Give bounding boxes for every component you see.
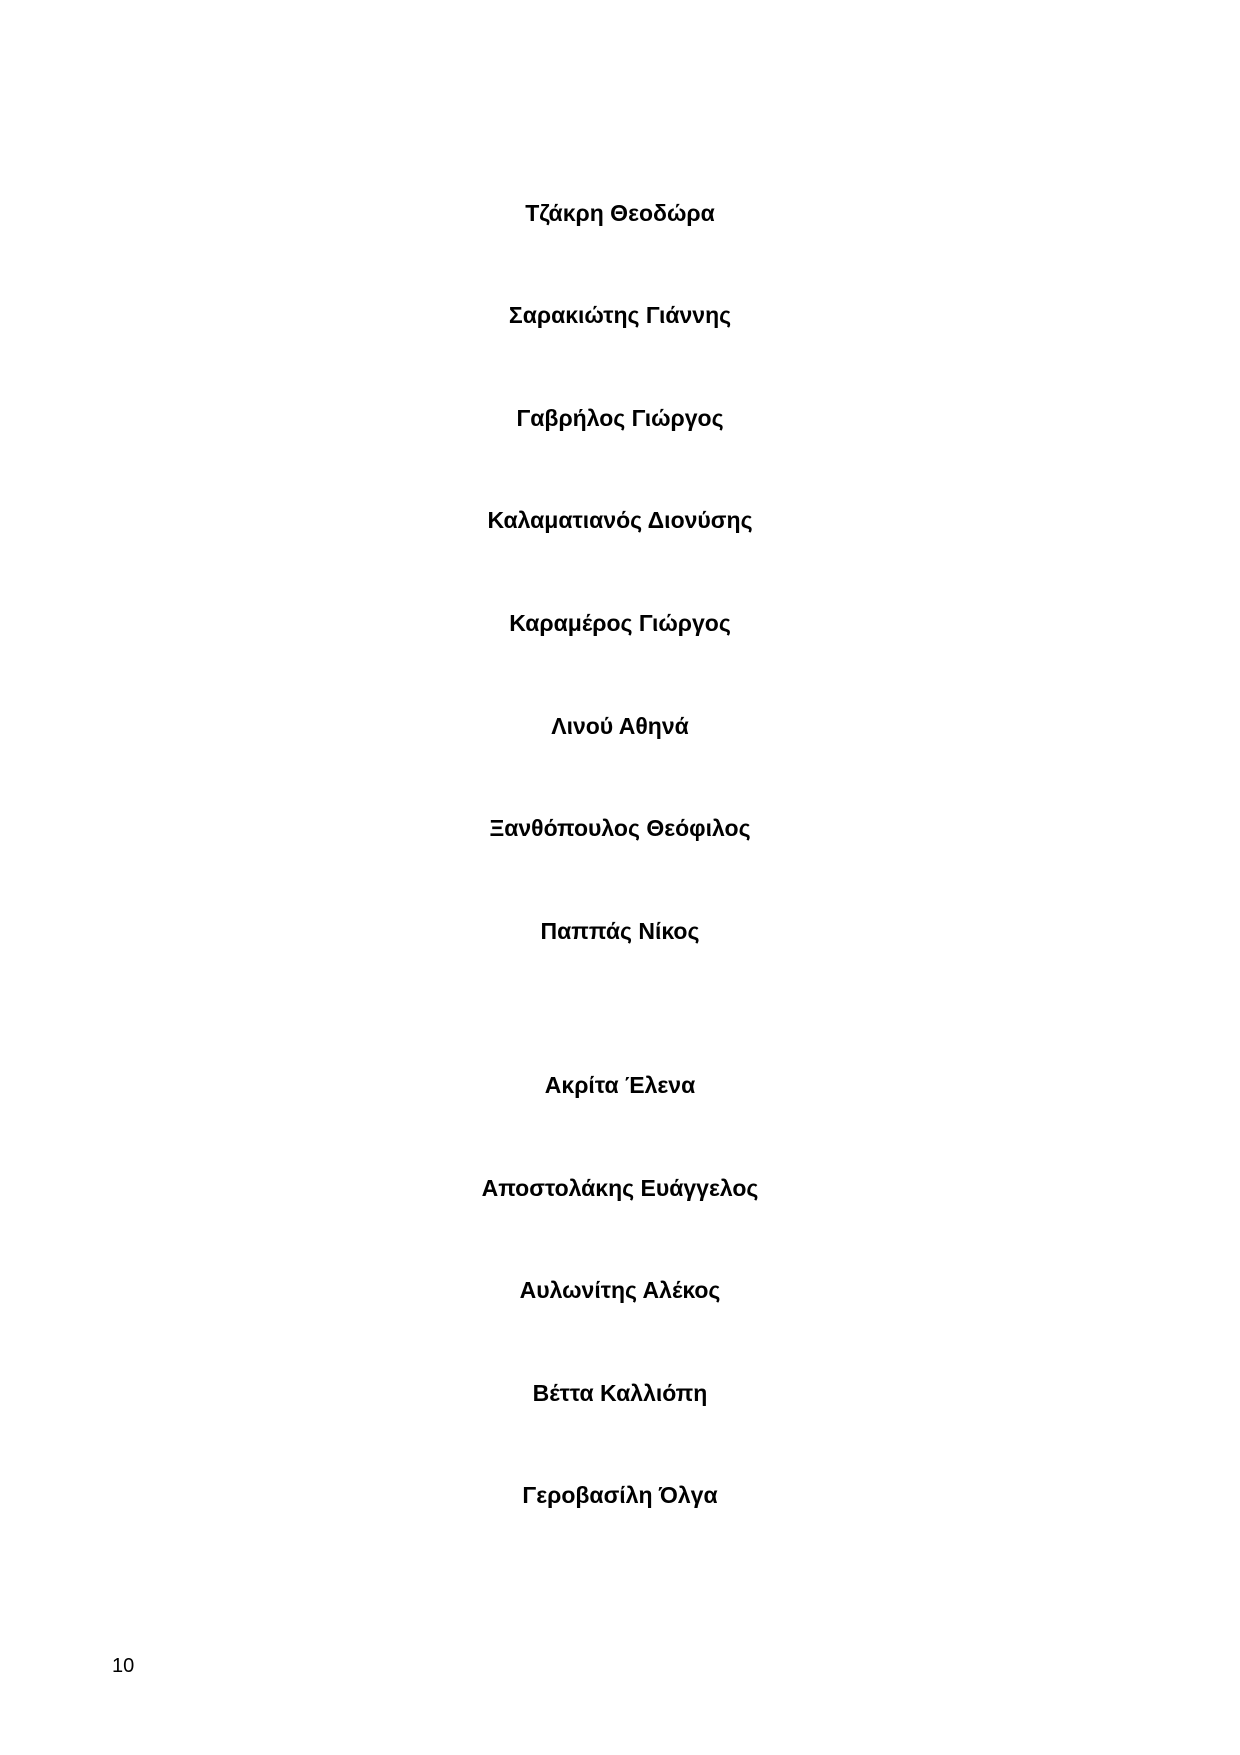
name-entry: Καλαματιανός Διονύσης — [487, 507, 753, 533]
name-entry: Λινού Αθηνά — [551, 713, 689, 739]
name-entry: Γεροβασίλη Όλγα — [522, 1482, 718, 1508]
name-entry: Παππάς Νίκος — [540, 918, 700, 944]
name-entry: Ξανθόπουλος Θεόφιλος — [489, 815, 751, 841]
name-entry: Ακρίτα Έλενα — [544, 1072, 696, 1098]
page-number: 10 — [112, 1655, 135, 1677]
name-entry: Σαρακιώτης Γιάννης — [508, 302, 732, 328]
name-entry: Καραμέρος Γιώργος — [509, 610, 731, 636]
name-entry: Αποστολάκης Ευάγγελος — [481, 1175, 759, 1201]
name-entry: Βέττα Καλλιόπη — [532, 1380, 708, 1406]
name-entry: Αυλωνίτης Αλέκος — [519, 1277, 721, 1303]
name-entry: Τζάκρη Θεοδώρα — [525, 200, 715, 226]
name-entry: Γαβρήλος Γιώργος — [516, 405, 724, 431]
